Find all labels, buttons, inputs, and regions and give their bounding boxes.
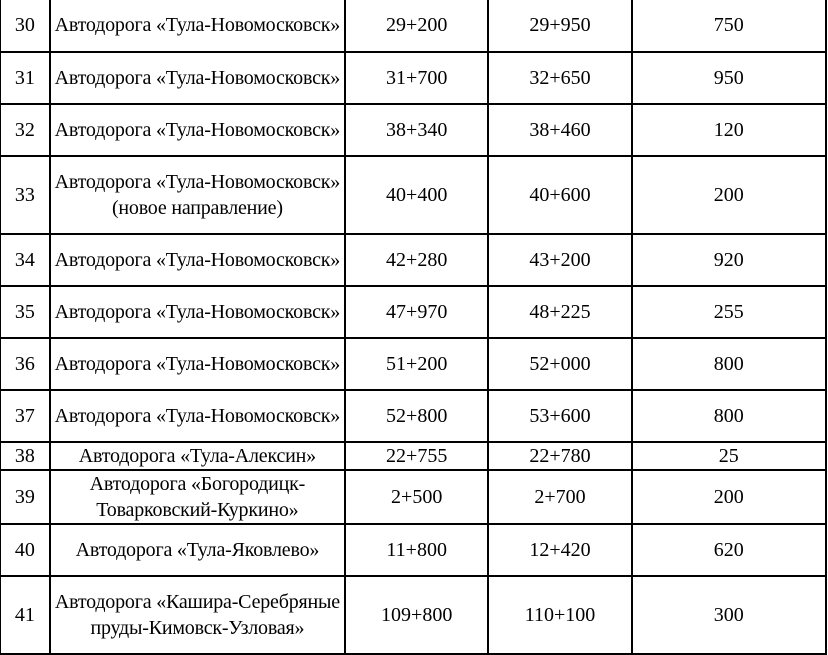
- section-length: 200: [632, 470, 826, 524]
- row-number: 31: [0, 52, 50, 104]
- end-km: 38+460: [488, 104, 631, 156]
- road-name: Автодорога «Тула-Новомосковск»: [50, 390, 345, 442]
- road-name: Автодорога «Тула-Новомосковск»: [50, 338, 345, 390]
- table-row: [0, 286, 826, 338]
- row-number: 36: [0, 338, 50, 390]
- table-row: [0, 442, 826, 470]
- start-km: 42+280: [345, 234, 488, 286]
- table-row: [0, 52, 826, 104]
- road-name: Автодорога «Тула-Новомосковск»: [50, 286, 345, 338]
- section-length: 120: [632, 104, 826, 156]
- section-length: 800: [632, 338, 826, 390]
- section-length: 25: [632, 442, 826, 470]
- end-km: 29+950: [488, 0, 631, 52]
- table-row: [0, 234, 826, 286]
- start-km: 109+800: [345, 576, 488, 654]
- section-length: 920: [632, 234, 826, 286]
- end-km: 32+650: [488, 52, 631, 104]
- row-number: 33: [0, 156, 50, 234]
- table-row: [0, 524, 826, 576]
- section-length: 800: [632, 390, 826, 442]
- table-row: [0, 0, 826, 52]
- section-length: 620: [632, 524, 826, 576]
- end-km: 22+780: [488, 442, 631, 470]
- end-km: 40+600: [488, 156, 631, 234]
- end-km: 110+100: [488, 576, 631, 654]
- start-km: 51+200: [345, 338, 488, 390]
- road-name: Автодорога «Кашира-Серебряные пруды-Кимовск-Узловая»: [50, 576, 345, 654]
- row-number: 30: [0, 0, 50, 52]
- end-km: 52+000: [488, 338, 631, 390]
- table-row: [0, 104, 826, 156]
- row-number: 41: [0, 576, 50, 654]
- section-length: 750: [632, 0, 826, 52]
- table-row: [0, 470, 826, 524]
- section-length: 950: [632, 52, 826, 104]
- section-length: 255: [632, 286, 826, 338]
- start-km: 11+800: [345, 524, 488, 576]
- row-number: 32: [0, 104, 50, 156]
- row-number: 39: [0, 470, 50, 524]
- end-km: 12+420: [488, 524, 631, 576]
- road-name: Автодорога «Тула-Новомосковск»: [50, 104, 345, 156]
- road-name: Автодорога «Тула-Яковлево»: [50, 524, 345, 576]
- end-km: 48+225: [488, 286, 631, 338]
- road-name: Автодорога «Тула-Алексин»: [50, 442, 345, 470]
- row-number: 34: [0, 234, 50, 286]
- start-km: 2+500: [345, 470, 488, 524]
- table-row: [0, 390, 826, 442]
- start-km: 29+200: [345, 0, 488, 52]
- start-km: 31+700: [345, 52, 488, 104]
- end-km: 43+200: [488, 234, 631, 286]
- row-number: 37: [0, 390, 50, 442]
- table-row: [0, 576, 826, 654]
- start-km: 22+755: [345, 442, 488, 470]
- road-name: Автодорога «Тула-Новомосковск»: [50, 52, 345, 104]
- end-km: 2+700: [488, 470, 631, 524]
- start-km: 52+800: [345, 390, 488, 442]
- row-number: 38: [0, 442, 50, 470]
- row-number: 40: [0, 524, 50, 576]
- end-km: 53+600: [488, 390, 631, 442]
- section-length: 300: [632, 576, 826, 654]
- road-name: Автодорога «Богородицк-Товарковский-Куркино»: [50, 470, 345, 524]
- road-name: Автодорога «Тула-Новомосковск»: [50, 0, 345, 52]
- start-km: 40+400: [345, 156, 488, 234]
- road-name: Автодорога «Тула-Новомосковск»: [50, 234, 345, 286]
- road-name: Автодорога «Тула-Новомосковск» (новое направление): [50, 156, 345, 234]
- start-km: 38+340: [345, 104, 488, 156]
- section-length: 200: [632, 156, 826, 234]
- table-row: [0, 338, 826, 390]
- row-number: 35: [0, 286, 50, 338]
- start-km: 47+970: [345, 286, 488, 338]
- table-row: [0, 156, 826, 234]
